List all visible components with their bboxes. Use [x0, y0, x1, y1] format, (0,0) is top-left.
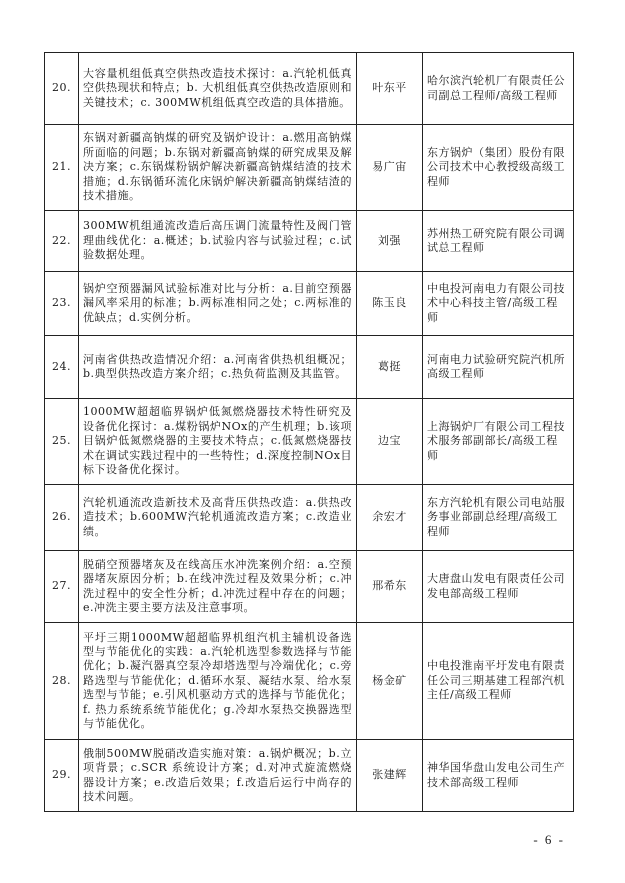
speaker-affiliation: 神华国华盘山发电公司生产技术部高级工程师 — [423, 740, 574, 812]
row-number: 29. — [45, 740, 79, 812]
speaker-name: 刘强 — [357, 211, 423, 272]
row-number: 28. — [45, 623, 79, 740]
speaker-affiliation: 中电投淮南平圩发电有限责任公司三期基建工程部汽机主任/高级工程师 — [423, 623, 574, 740]
topic-cell: 300MW机组通流改造后高压调门流量特性及阀门管理曲线优化：a.概述；b.试验内容与试验过程；c.试验数据处理。 — [79, 211, 357, 272]
speaker-affiliation: 河南电力试验研究院汽机所高级工程师 — [423, 336, 574, 399]
page-number: - 6 - — [533, 832, 565, 847]
speaker-name: 杨金矿 — [357, 623, 423, 740]
topic-cell: 河南省供热改造情况介绍：a.河南省供热机组概况；b.典型供热改造方案介绍；c.热负荷监测及其监管。 — [79, 336, 357, 399]
table-row — [45, 272, 574, 336]
speaker-affiliation: 中电投河南电力有限公司技术中心科技主管/高级工程师 — [423, 272, 574, 336]
topic-cell: 大容量机组低真空供热改造技术探讨：a.汽轮机低真空供热现状和特点；b. 大机组低真空供热改造原则和关键技术；c. 300MW机组低真空改造的具体措施。 — [79, 53, 357, 125]
table-row — [45, 125, 574, 211]
speaker-name: 叶东平 — [357, 53, 423, 125]
table-row — [45, 551, 574, 623]
table-row — [45, 740, 574, 812]
row-number: 20. — [45, 53, 79, 125]
table-row — [45, 53, 574, 125]
topic-cell: 俄制500MW脱硝改造实施对策：a.锅炉概况；b.立项背景；c.SCR 系统设计方案；d.对冲式旋流燃烧器设计方案；e.改造后效果；f.改造后运行中尚存的技术问题。 — [79, 740, 357, 812]
speaker-affiliation: 东方锅炉（集团）股份有限公司技术中心教授级高级工程师 — [423, 125, 574, 211]
table-row — [45, 211, 574, 272]
table-row — [45, 623, 574, 740]
topic-cell: 东锅对新疆高钠煤的研究及锅炉设计：a.燃用高钠煤所面临的问题；b.东锅对新疆高钠煤的研究成果及解决方案；c.东锅煤粉锅炉解决新疆高钠煤结渣的技术措施；d.东锅循环流化床锅炉解决新疆高钠煤结渣的技术措施。 — [79, 125, 357, 211]
speaker-name: 余宏才 — [357, 485, 423, 551]
speaker-affiliation: 上海锅炉厂有限公司工程技术服务部副部长/高级工程师 — [423, 399, 574, 485]
row-number: 22. — [45, 211, 79, 272]
table-row — [45, 399, 574, 485]
speaker-affiliation: 哈尔滨汽轮机厂有限责任公司副总工程师/高级工程师 — [423, 53, 574, 125]
row-number: 26. — [45, 485, 79, 551]
speaker-name: 葛挺 — [357, 336, 423, 399]
table-row — [45, 485, 574, 551]
speaker-name: 陈玉良 — [357, 272, 423, 336]
row-number: 25. — [45, 399, 79, 485]
row-number: 21. — [45, 125, 79, 211]
row-number: 24. — [45, 336, 79, 399]
speaker-name: 边宝 — [357, 399, 423, 485]
speaker-affiliation: 大唐盘山发电有限责任公司发电部高级工程师 — [423, 551, 574, 623]
topic-cell: 锅炉空预器漏风试验标准对比与分析：a.目前空预器漏风率采用的标准；b.两标准相同之处；c.两标准的优缺点；d.实例分析。 — [79, 272, 357, 336]
table-row — [45, 336, 574, 399]
speaker-name: 张建辉 — [357, 740, 423, 812]
speaker-affiliation: 东方汽轮机有限公司电站服务事业部副总经理/高级工程师 — [423, 485, 574, 551]
topic-cell: 汽轮机通流改造新技术及高背压供热改造：a.供热改造技术；b.600MW汽轮机通流改造方案；c.改造业绩。 — [79, 485, 357, 551]
topic-cell: 脱硝空预器堵灰及在线高压水冲洗案例介绍：a.空预器堵灰原因分析；b.在线冲洗过程及效果分析；c.冲洗过程中的安全性分析；d.冲洗过程中存在的问题；e.冲洗主要主要方法及注意事项。 — [79, 551, 357, 623]
speaker-name: 易广宙 — [357, 125, 423, 211]
topic-cell: 平圩三期1000MW超超临界机组汽机主辅机设备选型与节能优化的实践：a.汽轮机选型参数选择与节能优化；b.凝汽器真空泵冷却塔选型与冷端优化；c.旁路选型与节能优化；d.循环水泵、凝结水泵、给水泵选型与节能；e.引风机驱动方式的选择与节能优化；f. 热力系统系统节能优化；g.冷却水泵热交换器选型与节能优化。 — [79, 623, 357, 740]
row-number: 23. — [45, 272, 79, 336]
speaker-table — [44, 52, 574, 812]
row-number: 27. — [45, 551, 79, 623]
speaker-affiliation: 苏州热工研究院有限公司调试总工程师 — [423, 211, 574, 272]
speaker-name: 邢希东 — [357, 551, 423, 623]
topic-cell: 1000MW超超临界锅炉低氮燃烧器技术特性研究及设备优化探讨：a.煤粉锅炉NOx的产生机理；b.该项目锅炉低氮燃烧器的主要技术特点；c.低氮燃烧器技术在调试实践过程中的一些特性；d.深度控制NOx目标下设备优化探讨。 — [79, 399, 357, 485]
